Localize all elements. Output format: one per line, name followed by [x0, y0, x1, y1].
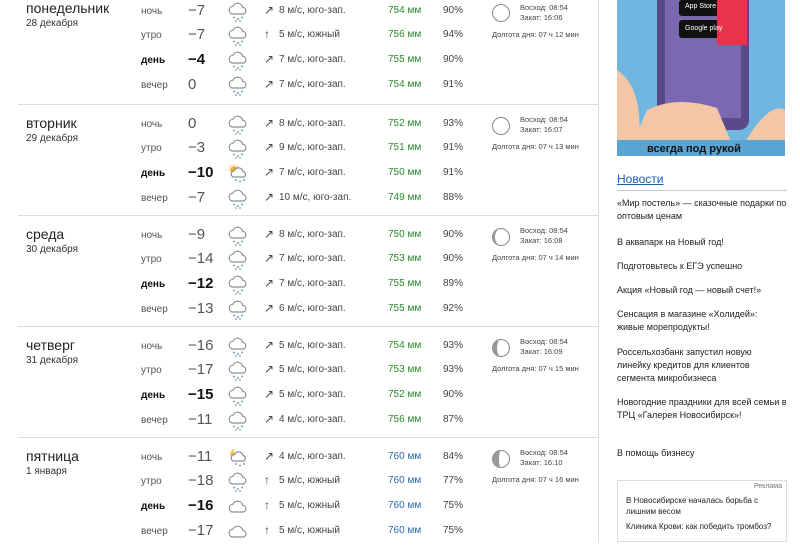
- pressure-value: 756 мм: [388, 29, 422, 40]
- cloud-snow-icon: [226, 115, 250, 135]
- wind-text: 5 м/с, южный: [279, 29, 340, 40]
- pressure-value: 756 мм: [388, 414, 422, 425]
- pressure-value: 755 мм: [388, 303, 422, 314]
- temperature: −16: [188, 497, 214, 514]
- cloud-snow-icon: [226, 250, 250, 270]
- temperature: −9: [188, 226, 206, 243]
- daylength-text: Долгота дня: 07 ч 15 мин: [492, 364, 579, 373]
- cloud-snow-icon: [226, 226, 250, 246]
- daylength-text: Долгота дня: 07 ч 12 мин: [492, 30, 579, 39]
- temperature: −7: [188, 26, 206, 43]
- humidity-value: 84%: [443, 451, 464, 462]
- day-date: 31 декабря: [26, 355, 79, 366]
- cloud-snow-icon: [226, 2, 250, 22]
- humidity-value: 93%: [443, 364, 464, 375]
- forecast-row: [18, 113, 598, 137]
- ad-link[interactable]: В Новосибирске началась борьба с лишним весом: [626, 496, 759, 516]
- wind-text: 7 м/с, юго-зап.: [279, 167, 346, 178]
- day-name: вторник: [26, 115, 77, 131]
- ad-label: Реклама: [753, 483, 782, 490]
- temperature: −12: [188, 275, 214, 292]
- time-of-day: вечер: [141, 80, 168, 91]
- wind-direction-icon: ↗: [264, 449, 275, 463]
- wind-text: 7 м/с, юго-зап.: [279, 79, 346, 90]
- forecast-row: [18, 335, 598, 359]
- wind-direction-icon: ↗: [264, 116, 275, 130]
- cloud-snow-icon: [226, 139, 250, 159]
- temperature: −7: [188, 2, 206, 19]
- day-name: четверг: [26, 337, 75, 353]
- wind-direction-icon: ↗: [264, 165, 275, 179]
- day-name: понедельник: [26, 0, 110, 16]
- time-of-day: утро: [141, 476, 162, 487]
- wind-text: 5 м/с, юго-зап.: [279, 340, 346, 351]
- wind-text: 10 м/с, юго-зап.: [279, 192, 352, 203]
- daylength-text: Долгота дня: 07 ч 13 мин: [492, 142, 579, 151]
- forecast-row: [18, 74, 598, 98]
- news-link[interactable]: Сенсация в магазине «Холидей»: живые морепродукты!: [617, 309, 758, 332]
- time-of-day: день: [141, 390, 166, 401]
- daylength-text: Долгота дня: 07 ч 14 мин: [492, 253, 579, 262]
- cloud-snow-icon: [226, 76, 250, 96]
- time-of-day: утро: [141, 143, 162, 154]
- temperature: −3: [188, 139, 206, 156]
- pressure-value: 753 мм: [388, 364, 422, 375]
- sunset-text: Закат: 16:09: [520, 347, 563, 356]
- time-of-day: ночь: [141, 6, 163, 17]
- temperature: −16: [188, 337, 214, 354]
- forecast-row: [18, 248, 598, 272]
- forecast-row: [18, 298, 598, 322]
- daylength-text: Долгота дня: 07 ч 16 мин: [492, 475, 579, 484]
- moon-cloud-snow-icon: [226, 448, 250, 468]
- cloud-snow-icon: [226, 411, 250, 431]
- day-date: 29 декабря: [26, 133, 79, 144]
- wind-text: 5 м/с, южный: [279, 525, 340, 536]
- store-badge-appstore[interactable]: App Store: [685, 3, 717, 10]
- time-of-day: ночь: [141, 119, 163, 130]
- cloud-icon: [226, 497, 250, 517]
- news-link[interactable]: Россельхозбанк запустил новую линейку кредитов для клиентов сегмента микробизнеса: [617, 347, 752, 383]
- temperature: −10: [188, 164, 214, 181]
- pressure-value: 753 мм: [388, 253, 422, 264]
- wind-text: 4 м/с, юго-зап.: [279, 414, 346, 425]
- news-heading-link[interactable]: Новости: [617, 172, 664, 186]
- wind-text: 5 м/с, южный: [279, 500, 340, 511]
- wind-direction-icon: ↗: [264, 227, 275, 241]
- wind-direction-icon: ↗: [264, 412, 275, 426]
- wind-text: 7 м/с, юго-зап.: [279, 54, 346, 65]
- forecast-row: [18, 470, 598, 494]
- forecast-row: [18, 224, 598, 248]
- wind-text: 7 м/с, юго-зап.: [279, 253, 346, 264]
- humidity-value: 75%: [443, 525, 464, 536]
- wind-text: 9 м/с, юго-зап.: [279, 142, 346, 153]
- time-of-day: вечер: [141, 304, 168, 315]
- humidity-value: 90%: [443, 229, 464, 240]
- humidity-value: 89%: [443, 278, 464, 289]
- pressure-value: 754 мм: [388, 79, 422, 90]
- humidity-value: 92%: [443, 303, 464, 314]
- cloud-snow-icon: [226, 386, 250, 406]
- day-name: пятница: [26, 448, 79, 464]
- sunrise-text: Восход: 08:54: [520, 115, 568, 124]
- pressure-value: 750 мм: [388, 229, 422, 240]
- wind-text: 7 м/с, юго-зап.: [279, 278, 346, 289]
- wind-text: 8 м/с, юго-зап.: [279, 229, 346, 240]
- wind-direction-icon: ↗: [264, 3, 275, 17]
- humidity-value: 87%: [443, 414, 464, 425]
- humidity-value: 90%: [443, 5, 464, 16]
- wind-direction-icon: ↗: [264, 190, 275, 204]
- sunset-text: Закат: 16:10: [520, 458, 563, 467]
- wind-direction-icon: ↗: [264, 301, 275, 315]
- wind-direction-icon: ↗: [264, 140, 275, 154]
- humidity-value: 93%: [443, 118, 464, 129]
- promo-caption: всегда под рукой: [647, 143, 741, 155]
- time-of-day: ночь: [141, 452, 163, 463]
- humidity-value: 91%: [443, 79, 464, 90]
- pressure-value: 755 мм: [388, 278, 422, 289]
- wind-direction-icon: ↗: [264, 52, 275, 66]
- day-date: 1 января: [26, 466, 67, 477]
- forecast-row: [18, 0, 598, 24]
- time-of-day: утро: [141, 365, 162, 376]
- humidity-value: 90%: [443, 54, 464, 65]
- time-of-day: утро: [141, 254, 162, 265]
- wind-direction-icon: ↑: [264, 27, 270, 41]
- time-of-day: вечер: [141, 526, 168, 537]
- sunrise-text: Восход: 08:54: [520, 3, 568, 12]
- ad-link[interactable]: Клиника Крови: как победить тромбоз?: [626, 522, 772, 531]
- wind-direction-icon: ↗: [264, 338, 275, 352]
- cloud-snow-icon: [226, 275, 250, 295]
- pressure-value: 749 мм: [388, 192, 422, 203]
- sunrise-text: Восход: 08:54: [520, 337, 568, 346]
- humidity-value: 90%: [443, 253, 464, 264]
- day-block-friday: [18, 438, 598, 548]
- humidity-value: 91%: [443, 142, 464, 153]
- humidity-value: 75%: [443, 500, 464, 511]
- sunrise-text: Восход: 08:54: [520, 448, 568, 457]
- forecast-row: [18, 24, 598, 48]
- pressure-value: 754 мм: [388, 340, 422, 351]
- humidity-value: 90%: [443, 389, 464, 400]
- phone-hand-illustration: [617, 0, 785, 156]
- news-link[interactable]: «Мир постель» — сказочные подарки по оптовым ценам: [617, 198, 787, 221]
- time-of-day: день: [141, 501, 166, 512]
- temperature: −14: [188, 250, 214, 267]
- forecast-row: [18, 49, 598, 73]
- sun-cloud-snow-icon: [226, 164, 250, 184]
- forecast-row: [18, 273, 598, 297]
- time-of-day: ночь: [141, 230, 163, 241]
- wind-text: 4 м/с, юго-зап.: [279, 451, 346, 462]
- temperature: −18: [188, 472, 214, 489]
- pressure-value: 754 мм: [388, 5, 422, 16]
- column-divider: [598, 0, 599, 542]
- sunset-text: Закат: 16:07: [520, 125, 563, 134]
- pressure-value: 752 мм: [388, 118, 422, 129]
- wind-direction-icon: ↑: [264, 523, 270, 537]
- wind-direction-icon: ↗: [264, 387, 275, 401]
- humidity-value: 91%: [443, 167, 464, 178]
- cloud-snow-icon: [226, 300, 250, 320]
- cloud-snow-icon: [226, 472, 250, 492]
- temperature: −7: [188, 189, 206, 206]
- temperature: −15: [188, 386, 214, 403]
- forecast-row: [18, 187, 598, 211]
- wind-direction-icon: ↗: [264, 251, 275, 265]
- day-block-wednesday: [18, 216, 598, 327]
- news-link[interactable]: Акция «Новый год — новый счет!»: [617, 285, 762, 295]
- news-divider: [617, 190, 787, 191]
- app-promo-banner[interactable]: [617, 0, 785, 156]
- forecast-row: [18, 495, 598, 519]
- temperature: −11: [188, 448, 213, 465]
- wind-direction-icon: ↑: [264, 498, 270, 512]
- pressure-value: 755 мм: [388, 54, 422, 65]
- cloud-snow-icon: [226, 51, 250, 71]
- time-of-day: день: [141, 168, 166, 179]
- day-date: 28 декабря: [26, 18, 79, 29]
- temperature: −17: [188, 522, 214, 539]
- cloud-snow-icon: [226, 26, 250, 46]
- pressure-value: 752 мм: [388, 389, 422, 400]
- humidity-value: 94%: [443, 29, 464, 40]
- day-name: среда: [26, 226, 65, 242]
- forecast-row: [18, 359, 598, 383]
- humidity-value: 93%: [443, 340, 464, 351]
- time-of-day: утро: [141, 30, 162, 41]
- wind-direction-icon: ↑: [264, 473, 270, 487]
- news-link[interactable]: Подготовьтесь к ЕГЭ успешно: [617, 261, 743, 271]
- wind-text: 5 м/с, юго-зап.: [279, 389, 346, 400]
- temperature: −4: [188, 51, 206, 68]
- wind-text: 5 м/с, южный: [279, 475, 340, 486]
- forecast-row: [18, 137, 598, 161]
- day-block-monday: [18, 0, 598, 105]
- store-badge-googleplay[interactable]: Google play: [685, 25, 723, 32]
- forecast-table: [18, 0, 598, 548]
- pressure-value: 750 мм: [388, 167, 422, 178]
- time-of-day: вечер: [141, 415, 168, 426]
- pressure-value: 760 мм: [388, 475, 422, 486]
- temperature: −17: [188, 361, 214, 378]
- forecast-row: [18, 446, 598, 470]
- wind-direction-icon: ↗: [264, 77, 275, 91]
- forecast-row: [18, 409, 598, 433]
- news-link[interactable]: В аквапарк на Новый год!: [617, 237, 724, 247]
- temperature: 0: [188, 115, 197, 132]
- wind-direction-icon: ↗: [264, 362, 275, 376]
- day-block-tuesday: [18, 105, 598, 216]
- forecast-row: [18, 384, 598, 408]
- pressure-value: 751 мм: [388, 142, 422, 153]
- sunset-text: Закат: 16:08: [520, 236, 563, 245]
- humidity-value: 77%: [443, 475, 464, 486]
- wind-text: 8 м/с, юго-зап.: [279, 118, 346, 129]
- wind-text: 8 м/с, юго-зап.: [279, 5, 346, 16]
- cloud-snow-icon: [226, 361, 250, 381]
- time-of-day: день: [141, 55, 166, 66]
- news-link[interactable]: Новогодние праздники для всей семьи в ТРЦ «Галерея Новосибирск»!: [617, 397, 787, 420]
- wind-text: 6 м/с, юго-зап.: [279, 303, 346, 314]
- time-of-day: день: [141, 279, 166, 290]
- news-link[interactable]: В помощь бизнесу: [617, 448, 695, 458]
- cloud-icon: [226, 522, 250, 542]
- wind-direction-icon: ↗: [264, 276, 275, 290]
- temperature: −11: [188, 411, 213, 428]
- sunrise-text: Восход: 08:54: [520, 226, 568, 235]
- temperature: −13: [188, 300, 214, 317]
- sidebar: [610, 0, 790, 542]
- cloud-snow-icon: [226, 337, 250, 357]
- humidity-value: 88%: [443, 192, 464, 203]
- pressure-value: 760 мм: [388, 525, 422, 536]
- forecast-row: [18, 520, 598, 544]
- sunset-text: Закат: 16:06: [520, 13, 563, 22]
- ad-block: [617, 480, 787, 542]
- wind-text: 5 м/с, юго-зап.: [279, 364, 346, 375]
- pressure-value: 760 мм: [388, 451, 422, 462]
- pressure-value: 760 мм: [388, 500, 422, 511]
- day-date: 30 декабря: [26, 244, 79, 255]
- temperature: 0: [188, 76, 197, 93]
- time-of-day: вечер: [141, 193, 168, 204]
- time-of-day: ночь: [141, 341, 163, 352]
- day-block-thursday: [18, 327, 598, 438]
- cloud-snow-icon: [226, 189, 250, 209]
- forecast-row: [18, 162, 598, 186]
